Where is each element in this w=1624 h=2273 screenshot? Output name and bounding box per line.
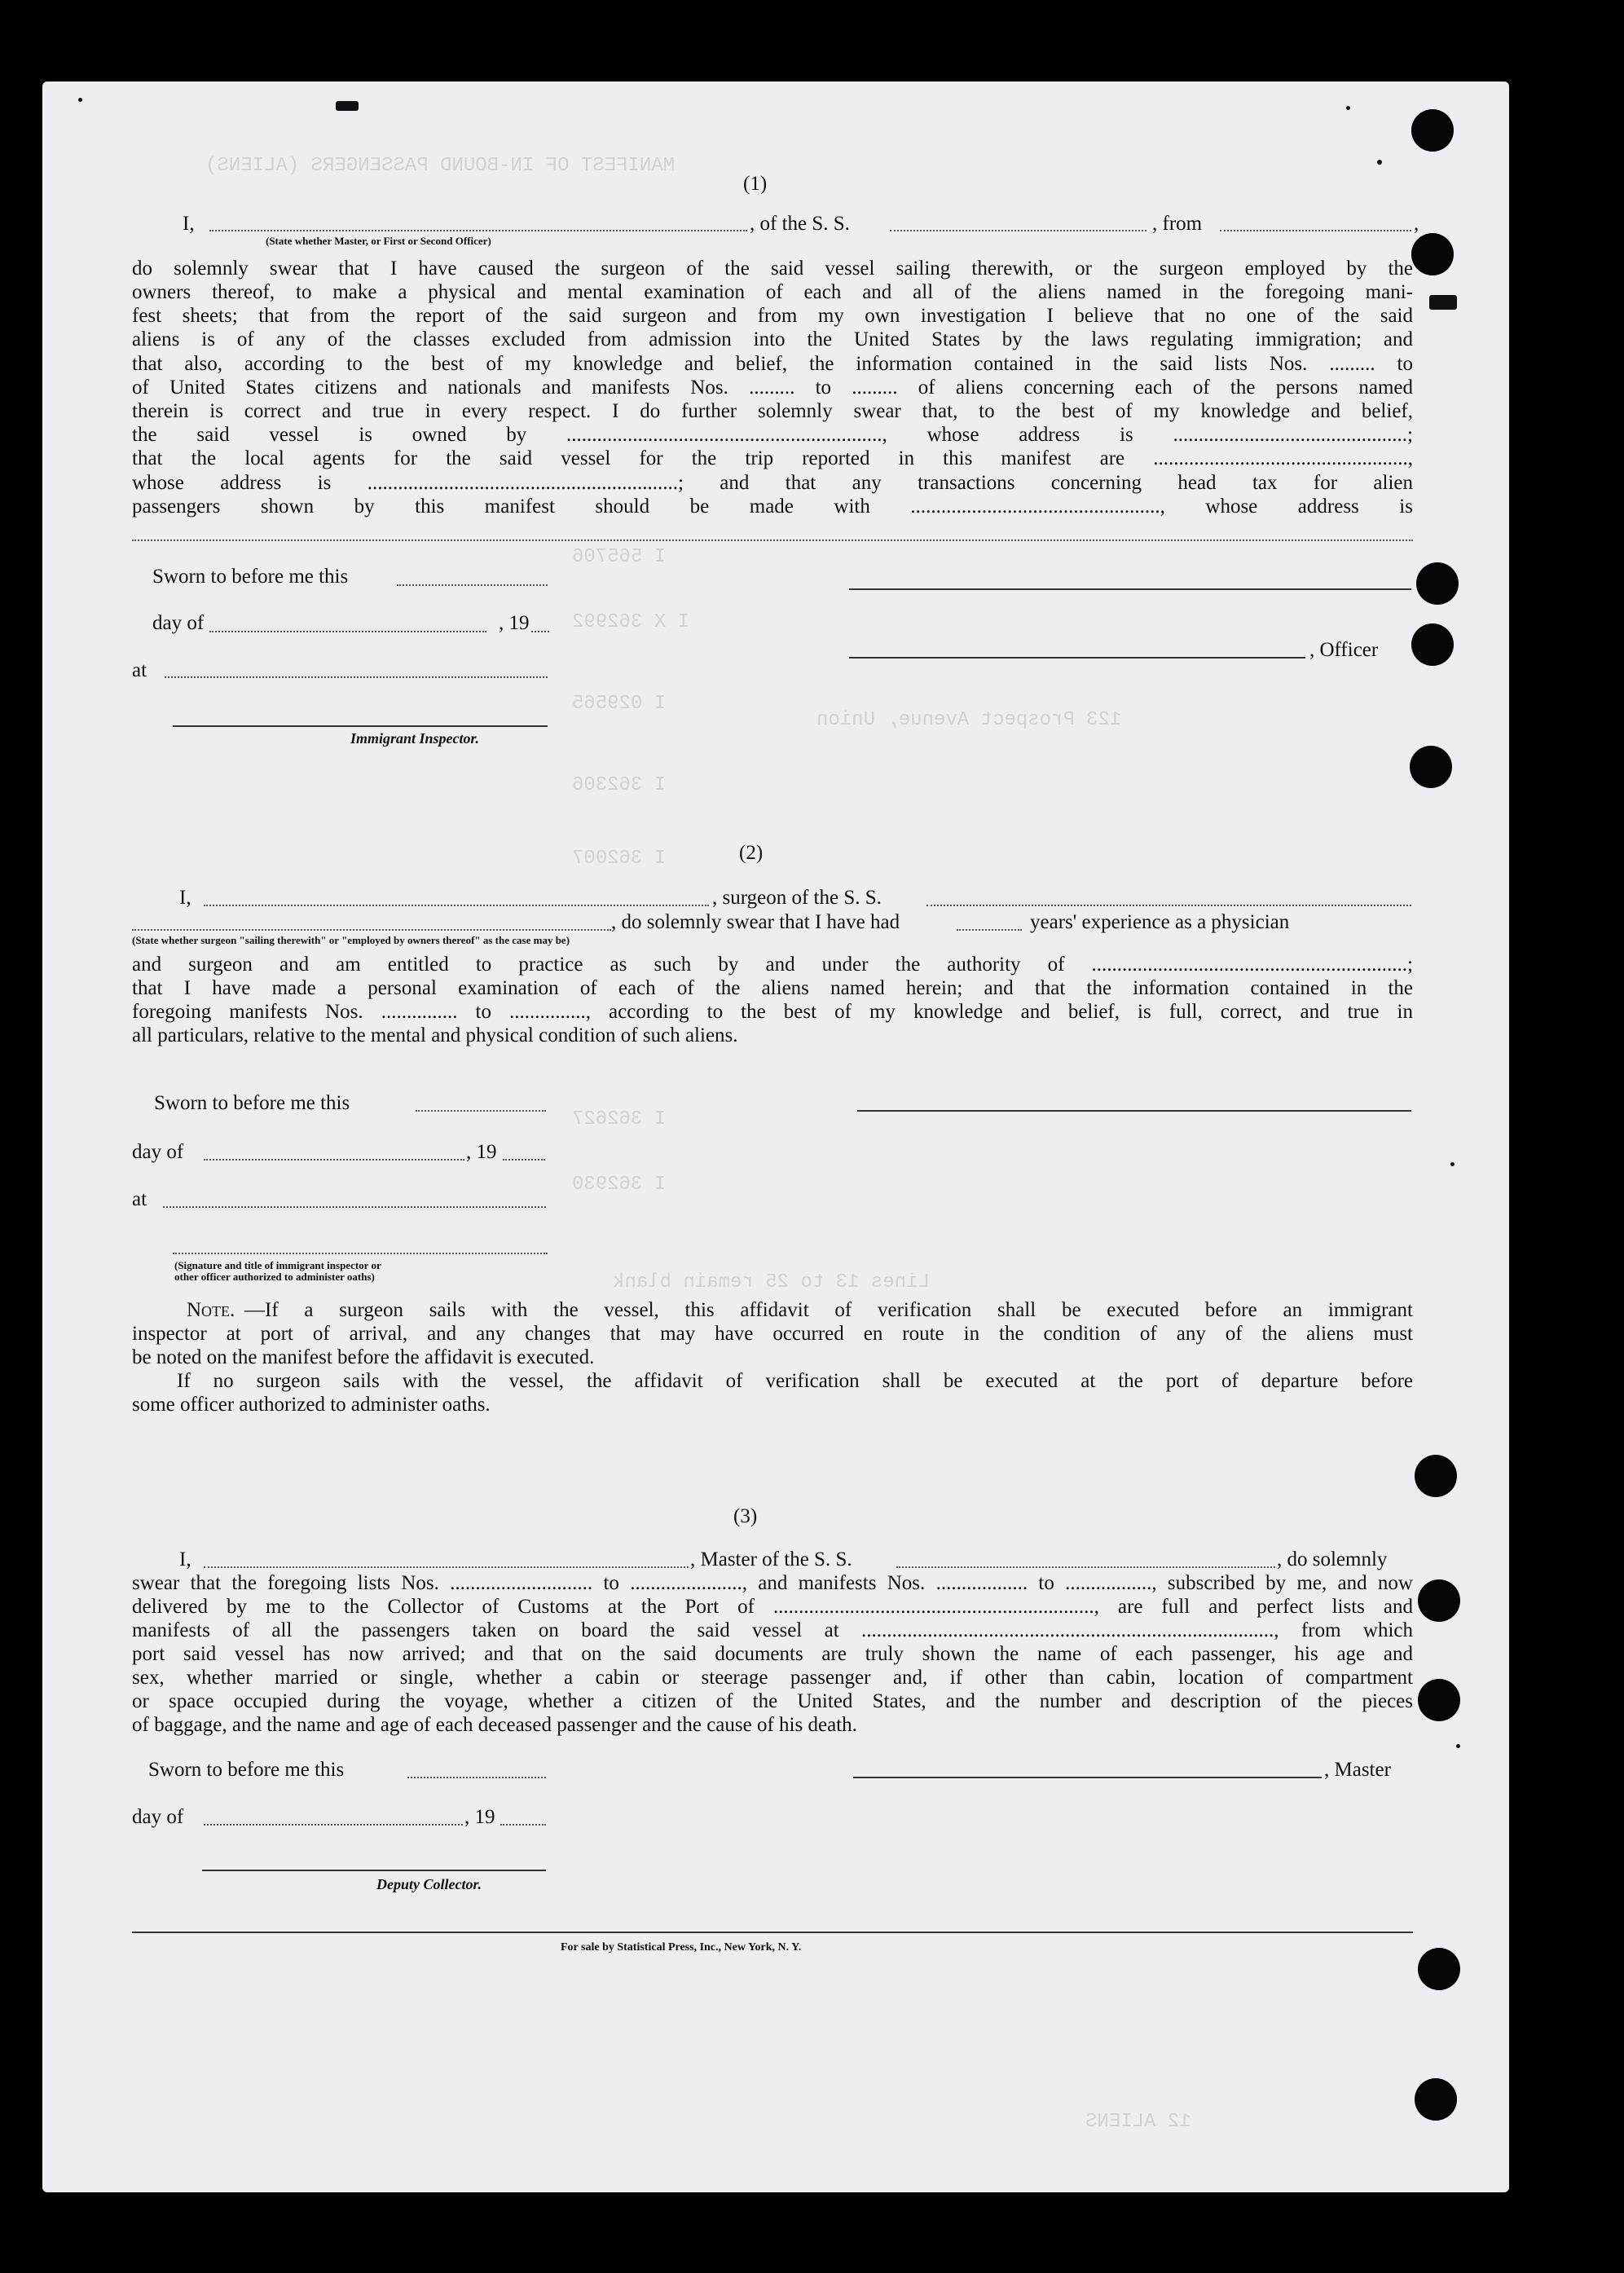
- year-label-2: , 19: [466, 1141, 497, 1163]
- section-3-last-line: of baggage, and the name and age of each deceased passenger and the cause of his death.: [132, 1714, 857, 1736]
- sworn-label-1: Sworn to before me this: [152, 566, 349, 588]
- section-2-line: and surgeon and am entitled to practice as such by and under the authority of ..............................................................;: [132, 954, 1413, 976]
- day-of-label-3: day of: [132, 1806, 184, 1828]
- section-1-i-label: I,: [183, 213, 195, 235]
- surgeon-name-field[interactable]: [204, 905, 709, 906]
- vessel-name-field-2[interactable]: [926, 905, 1411, 906]
- master-label: , Master: [1324, 1759, 1391, 1781]
- surgeon-status-field[interactable]: [132, 929, 611, 931]
- binder-hole: [1411, 109, 1454, 152]
- swear-had-label: , do solemnly swear that I have had: [611, 911, 900, 933]
- officer-label: , Officer: [1309, 639, 1379, 661]
- ink-speck: [1450, 1162, 1455, 1166]
- vessel-name-field[interactable]: [890, 230, 1146, 231]
- years-experience-label: years' experience as a physician: [1030, 911, 1290, 933]
- binder-hole: [1411, 623, 1454, 666]
- trailing-comma: ,: [1414, 213, 1419, 235]
- section-3-line: swear that the foregoing lists Nos. ............................ to ......................, and manifests Nos. .................. to ................., subscribed by me, and now: [132, 1572, 1413, 1594]
- section-1-line: do solemnly swear that I have caused the surgeon of the said vessel sailing therewith, or the surgeon employed by the: [132, 258, 1413, 280]
- binder-hole: [1418, 1579, 1460, 1622]
- note-label: Note.: [187, 1299, 235, 1321]
- sworn-label-2: Sworn to before me this: [154, 1092, 350, 1114]
- day-field-1[interactable]: [209, 631, 486, 632]
- officer-signature-line[interactable]: [849, 588, 1411, 590]
- of-ss-label: , of the S. S.: [750, 213, 850, 235]
- ink-speck: [1346, 106, 1350, 110]
- surgeon-status-note: (State whether surgeon "sailing therewith" or "employed by owners thereof" as the case may be): [132, 934, 570, 946]
- section-2-line: that I have made a personal examination of each of the aliens named herein; and that the information contained in the: [132, 977, 1413, 999]
- bleed-through-text: I 362627: [572, 1108, 667, 1130]
- ink-speck: [1377, 160, 1382, 165]
- section-1-line: that the local agents for the said vessel for the trip reported in this manifest are ..................................................,: [132, 447, 1413, 469]
- year-field-2[interactable]: [503, 1159, 545, 1161]
- section-1-line: aliens is of any of the classes excluded from admission into the United States by the laws regulating immigration; and: [132, 328, 1413, 350]
- note-line: inspector at port of arrival, and any changes that may have occurred en route in the condition of any of the aliens must: [132, 1323, 1413, 1345]
- section-3-line: delivered by me to the Collector of Customs at the Port of ..............................................................., are full and perfect lists and: [132, 1596, 1413, 1618]
- section-1-line: owners thereof, to make a physical and mental examination of each and all of the aliens named in the foregoing mani-: [132, 281, 1413, 303]
- section-1-line: of United States citizens and nationals and manifests Nos. ......... to ......... of aliens concerning each of the persons named: [132, 377, 1413, 399]
- bleed-through-text: I 565706: [572, 546, 667, 568]
- collector-signature-line[interactable]: [202, 1870, 546, 1871]
- from-label: , from: [1152, 213, 1203, 235]
- section-3-line: or space occupied during the voyage, whether a citizen of the United States, and the number and description of the pieces: [132, 1690, 1413, 1712]
- ink-speck: [1429, 295, 1457, 310]
- bleed-through-text: I 362930: [572, 1174, 667, 1196]
- printer-imprint: For sale by Statistical Press, Inc., New York, N. Y.: [561, 1941, 802, 1954]
- signature-caption-line-2: other officer authorized to administer oaths): [174, 1271, 375, 1283]
- binder-hole: [1415, 2078, 1457, 2121]
- day-of-label-1: day of: [152, 612, 205, 634]
- sworn-label-3: Sworn to before me this: [148, 1759, 345, 1781]
- section-1-line: that also, according to the best of my knowledge and belief, the information contained in the said lists Nos. ......... to: [132, 353, 1413, 375]
- ink-speck: [1456, 1744, 1460, 1748]
- bleed-through-text: 12 ALIENS: [1085, 2111, 1191, 2133]
- note-line-3: be noted on the manifest before the affidavit is executed.: [132, 1346, 595, 1368]
- sworn-field-2[interactable]: [416, 1110, 546, 1112]
- bleed-through-text: I X 362992: [572, 611, 690, 633]
- at-field-2[interactable]: [163, 1206, 546, 1208]
- section-3-i-label: I,: [179, 1548, 191, 1570]
- inspector-signature-line[interactable]: [173, 725, 548, 727]
- section-3-line: manifests of all the passengers taken on board the said vessel at ................................................................................., from which: [132, 1619, 1413, 1641]
- at-label-2: at: [132, 1188, 147, 1210]
- bleed-through-text: Lines 13 to 25 remain blank: [613, 1271, 930, 1293]
- binder-hole: [1415, 1455, 1457, 1497]
- binder-hole: [1410, 746, 1452, 788]
- note-line-4: If no surgeon sails with the vessel, the affidavit of verification shall be executed at the port of departure before: [177, 1370, 1413, 1392]
- year-field-1[interactable]: [531, 631, 549, 632]
- section-3-number: (3): [733, 1505, 758, 1527]
- day-of-label-2: day of: [132, 1141, 184, 1163]
- binder-hole: [1416, 562, 1459, 605]
- master-name-field[interactable]: [204, 1566, 689, 1568]
- section-1-line: whose address is .............................................................; and that any transactions concerning head tax for alien: [132, 472, 1413, 494]
- at-label-1: at: [132, 659, 147, 681]
- section-2-number: (2): [739, 842, 764, 864]
- ink-speck: [78, 98, 82, 102]
- sworn-field-3[interactable]: [407, 1777, 546, 1778]
- year-label-1: , 19: [499, 612, 530, 634]
- section-1-line: passengers shown by this manifest should be made with ................................................., whose address is: [132, 496, 1413, 518]
- years-experience-field[interactable]: [957, 929, 1022, 931]
- departure-port-field[interactable]: [1220, 230, 1411, 231]
- officer-name-field[interactable]: [209, 230, 747, 231]
- do-solemnly-label: , do solemnly: [1277, 1548, 1388, 1570]
- collector-caption: Deputy Collector.: [376, 1876, 482, 1892]
- section-1-line: the said vessel is owned by .............................................................., whose address is ..............................................;: [132, 424, 1413, 446]
- section-3-line: port said vessel has now arrived; and that on the said documents are truly shown the name of each passenger, his age and: [132, 1643, 1413, 1665]
- bleed-through-text: 123 Prospect Avenue, Union: [816, 709, 1122, 731]
- day-field-2[interactable]: [204, 1159, 464, 1161]
- manifest-sheet: [42, 81, 1509, 2192]
- sworn-field-1[interactable]: [397, 584, 548, 586]
- inspector-caption: Immigrant Inspector.: [350, 730, 480, 747]
- bleed-through-text: MANIFEST OF IN-BOUND PASSENGERS (ALIENS): [205, 155, 676, 177]
- year-field-3[interactable]: [500, 1824, 546, 1826]
- signature-caption-line-1: (Signature and title of immigrant inspector or: [174, 1259, 381, 1271]
- section-3-line: sex, whether married or single, whether a cabin or steerage passenger and, if other than cabin, location of compartment: [132, 1667, 1413, 1689]
- year-label-3: , 19: [464, 1806, 495, 1828]
- vessel-name-field-3[interactable]: [896, 1566, 1275, 1568]
- officer-title-line[interactable]: [849, 657, 1305, 659]
- address-continuation-field[interactable]: [132, 540, 1413, 541]
- bleed-through-text: I 362007: [572, 848, 667, 870]
- footer-rule: [132, 1932, 1413, 1933]
- section-1-number: (1): [743, 173, 768, 195]
- inspector-signature-field-2[interactable]: [173, 1253, 548, 1254]
- master-of-ss-label: , Master of the S. S.: [690, 1548, 852, 1570]
- ink-speck: [336, 101, 359, 111]
- master-signature-line[interactable]: [853, 1777, 1322, 1778]
- section-1-line: therein is correct and true in every respect. I do further solemnly swear that, to the best of my knowledge and belief,: [132, 400, 1413, 422]
- binder-hole: [1411, 233, 1454, 275]
- binder-hole: [1418, 1948, 1460, 1990]
- surgeon-signature-line[interactable]: [857, 1110, 1411, 1112]
- binder-hole: [1418, 1679, 1460, 1721]
- at-field-1[interactable]: [165, 676, 548, 678]
- surgeon-of-ss-label: , surgeon of the S. S.: [712, 887, 882, 909]
- bleed-through-text: I 029565: [572, 693, 667, 715]
- officer-rank-note: (State whether Master, or First or Second Officer): [266, 235, 491, 247]
- day-field-3[interactable]: [204, 1824, 463, 1826]
- bleed-through-text: I 362306: [572, 774, 667, 796]
- section-2-last-line: all particulars, relative to the mental and physical condition of such aliens.: [132, 1024, 738, 1046]
- section-2-i-label: I,: [179, 887, 191, 909]
- section-1-line: fest sheets; that from the report of the said surgeon and from my own investigation I believe that no one of the said: [132, 305, 1413, 327]
- note-line: —If a surgeon sails with the vessel, this affidavit of verification shall be executed before an immigrant: [244, 1299, 1413, 1321]
- section-2-line: foregoing manifests Nos. ............... to ..............., according to the best of my knowledge and belief, is full, correct, and true in: [132, 1001, 1413, 1023]
- note-line-5: some officer authorized to administer oaths.: [132, 1394, 491, 1416]
